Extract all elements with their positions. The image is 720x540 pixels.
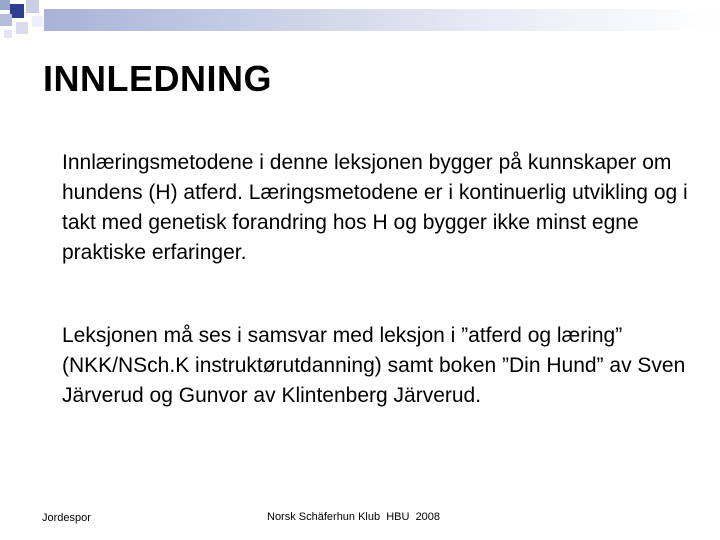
body-paragraph-2: Leksjonen må ses i samsvar med leksjon i ”atferd og læring” (NKK/NSch.K instruktørutdanning) samt boken ”Din Hund” av Sven Järverud og Gunvor av Klintenberg Järverud. xyxy=(62,324,686,407)
slide-title: INNLEDNING xyxy=(43,58,272,99)
decor-square xyxy=(0,14,12,26)
decor-square xyxy=(4,30,12,38)
decor-square xyxy=(0,0,10,10)
body-paragraph-1: Innlæringsmetodene i denne leksjonen bygger på kunnskaper om hundens (H) atferd. Læringsmetodene er i kontinuerlig utvikling og i takt med genetisk forandring hos H og bygger ikke minst egne praktiske erfaringer. xyxy=(62,151,688,264)
decor-square xyxy=(16,22,28,34)
decor-square xyxy=(10,4,24,18)
decor-square xyxy=(32,16,43,27)
decor-square xyxy=(26,0,39,13)
header-gradient-band xyxy=(44,9,720,31)
footer-center-text: Norsk Schäferhun Klub HBU 2008 xyxy=(267,511,441,523)
footer-left-text: Jordespor xyxy=(42,512,91,524)
